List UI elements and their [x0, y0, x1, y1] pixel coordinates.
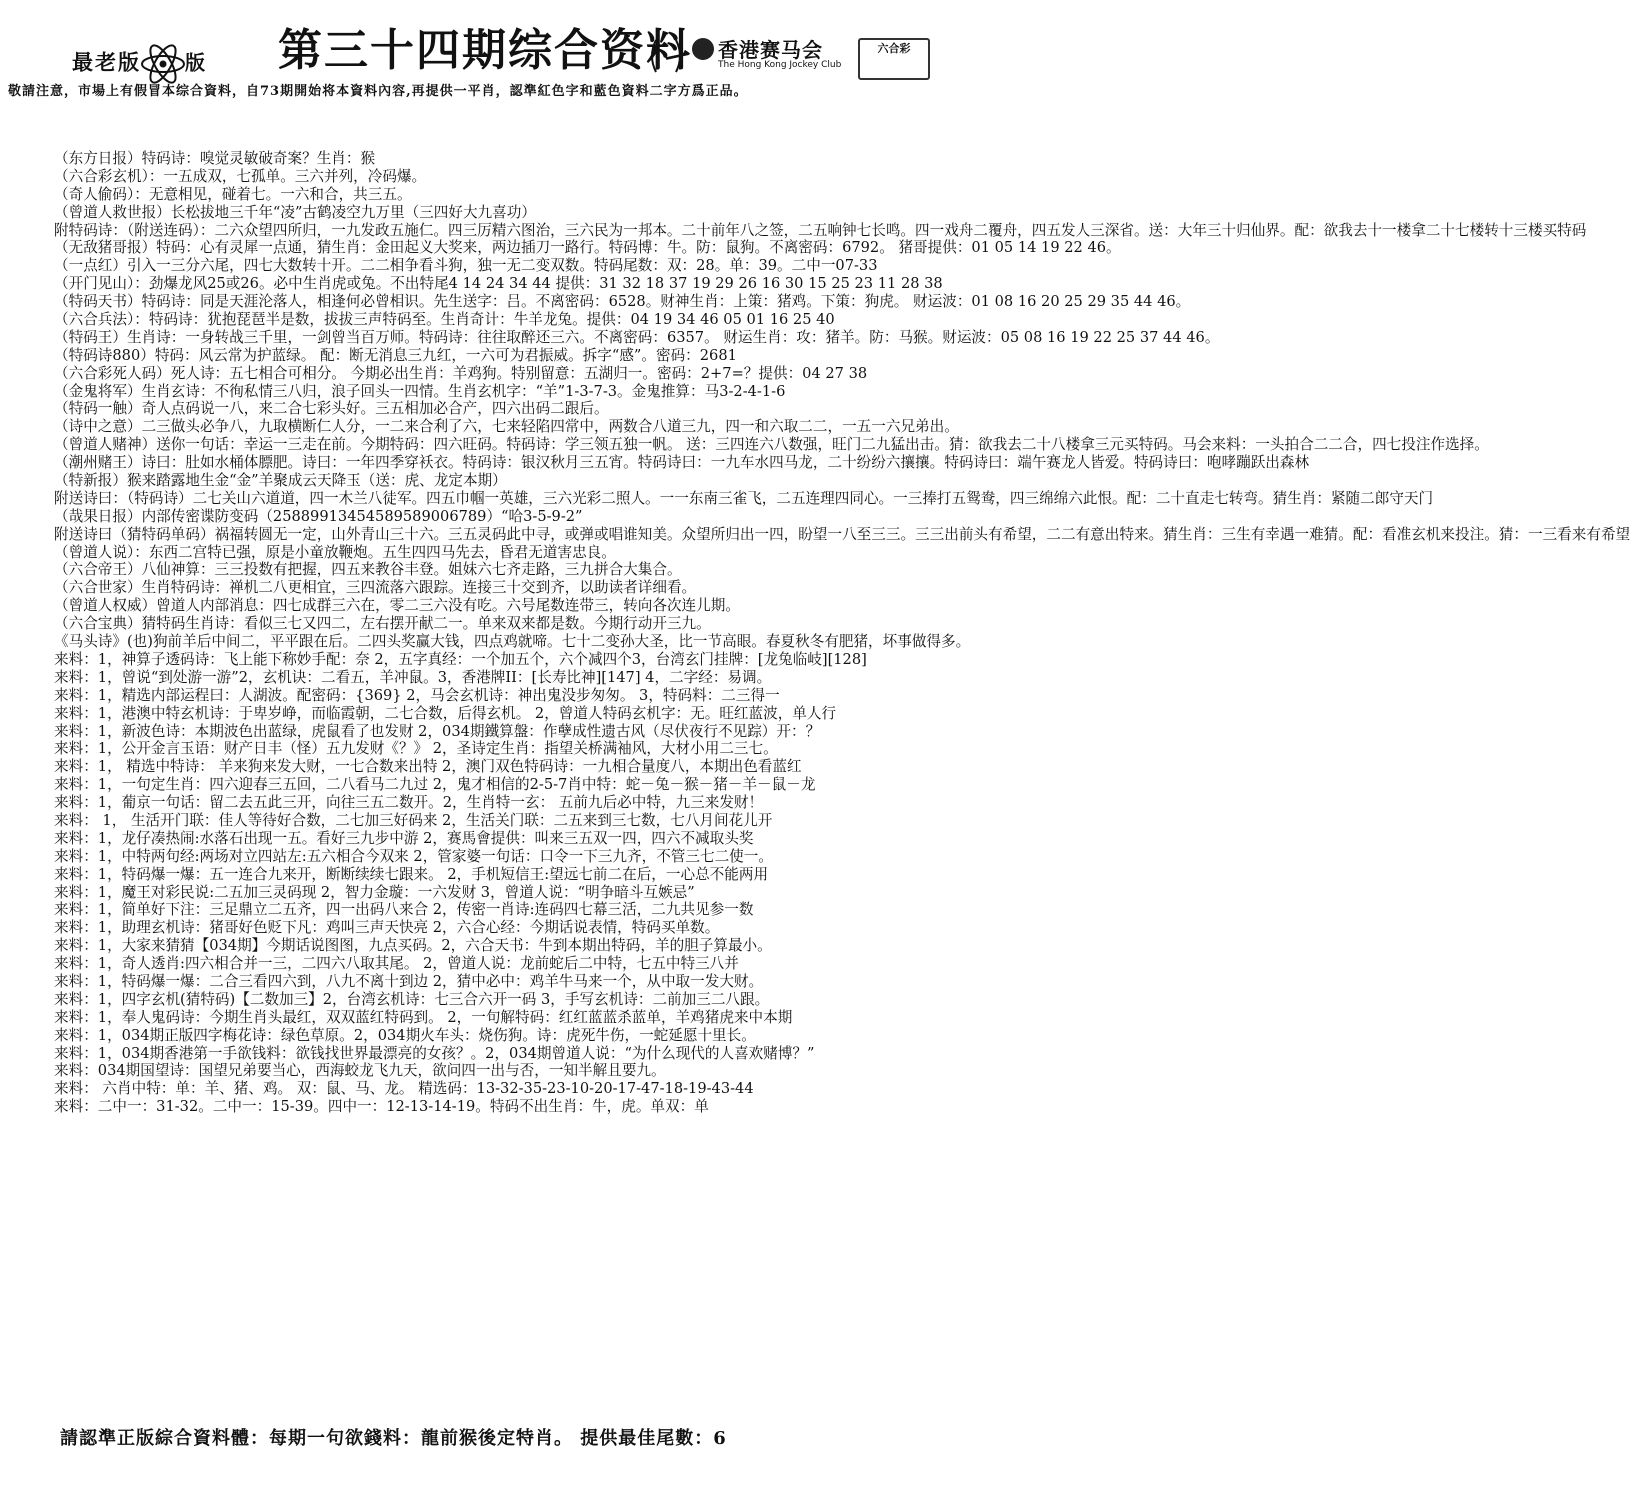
bracket-emblem-icon	[646, 36, 686, 76]
text-line: 来料：二中一：31-32。二中一：15-39。四中一：12-13-14-19。特码不出生肖：牛，虎。单双：单	[54, 1098, 709, 1116]
text-line: 来料：1，034期香港第一手欲钱料：欲钱找世界最漂亮的女孩？。2，034期曾道人说：“为什么现代的人喜欢赌博？”	[54, 1044, 815, 1062]
text-line: （六合彩玄机）：一五成双，七孤单。三六并列，冷码爆。	[54, 167, 427, 185]
page-footer: 請認準正版綜合資料體：每期一句欲錢料：龍前猴後定特肖。 提供最佳尾數：6	[60, 1428, 727, 1449]
text-line: 来料：1，特码爆一爆：五一连合九来开，断断续续七跟来。 2，手机短信王:望远七前二在后，一心总不能两用	[54, 865, 769, 883]
text-line: 来料：1，新波色诗：本期波色出蓝绿，虎鼠看了也发财 2，034期鐵算盤：作孽成性遗古风（尽伏夜行不见踪）开：？	[54, 722, 821, 740]
text-line: 来料： 1， 生活开门联：佳人等待好合数，二七加三好码来 2，生活关门联：二五来到三七数，七八月间花儿开	[54, 811, 773, 829]
text-line: 来料：1，精选内部运程曰：人湖波。配密码：{369} 2，马会玄机诗：神出鬼没步匆匆。 3，特码料：二三得一	[54, 686, 780, 704]
jockey-club-logo	[646, 34, 842, 78]
text-line: 来料：1，中特两句经:两场对立四站左:五六相合今双来 2，管家婆一句话：口令一下三九齐，不管三七二使一。	[54, 847, 773, 865]
text-line: （诗中之意）二三做头必争八，九取横断仁人分，一二来合利了六，七来轻陷四常中，两数合八道三九，四一和六取二二，一五一六兄弟出。	[54, 418, 959, 436]
tips-content	[54, 150, 1630, 1116]
text-line: 来料：1，一句定生肖：四六迎春三五回，二八看马二九过 2，鬼才相信的2-5-7肖中特：蛇－兔－猴－猪－羊－鼠－龙	[54, 776, 816, 794]
text-line: 来料：1，助理玄机诗：猪哥好色贬下凡：鸡叫三声天快亮 2，六合心经：今期话说表情，特码买单数。	[54, 919, 720, 937]
text-line: 附送诗曰：（特码诗）二七关山六道道，四一木兰八徒军。四五巾帼一英雄，三六光彩二照人。一一东南三雀飞，二五连理四同心。一三捧打五鸳鸯，四三绵绵六此恨。配：二十直走七转弯。猜生肖：紧随二郎守天门	[54, 489, 1434, 507]
text-line: 来料：1，034期正版四字梅花诗：绿色草原。2，034期火车头：烧伤狗。诗：虎死牛伤，一蛇延愿十里长。	[54, 1026, 756, 1044]
text-line: （特码一触）奇人点码说一八，来二合七彩头好。三五相加必合产，四六出码二跟后。	[54, 400, 609, 418]
logo-chinese-name: 香港赛马会	[718, 38, 823, 62]
logo-english-name: The Hong Kong Jockey Club	[718, 60, 842, 70]
text-line: 来料：1，曾说“到处游一游”2，玄机诀：二看五，羊冲鼠。3，香港牌II：[长寿比神][147] 4，二字经：易调。	[54, 668, 772, 686]
text-line: （潮州赌王）诗曰：肚如水桶体膘肥。诗曰：一年四季穿袄衣。特码诗：银汉秋月三五宵。特码诗曰：一九车水四马龙，二十纷纷六攘攘。特码诗曰：端午赛龙人皆爱。特码诗曰：咆哮蹦跃出森林	[54, 454, 1310, 472]
lottery-stamp: 六合彩	[858, 38, 930, 80]
text-line: 来料：1，奉人鬼码诗：今期生肖头最红，双双蓝红特码到。 2，一句解特码：红红蓝蓝杀蓝单，羊鸡猪虎来中本期	[54, 1008, 793, 1026]
text-line: 来料：1，四字玄机(猜特码)【二数加三】2，台湾玄机诗：七三合六开一码 3，手写玄机诗：二前加三二八跟。	[54, 990, 770, 1008]
text-line: 来料：1， 精选中特诗： 羊来狗来发大财，一七合数来出特 2，澳门双色特码诗：一九相合量度八，本期出色看蓝红	[54, 758, 802, 776]
edition-right-text: 版	[185, 50, 207, 75]
text-line: （东方日报）特码诗：嗅觉灵敏破奇案？生肖：猴	[54, 150, 376, 167]
text-line: 来料：1，公开金言玉语：财产日丰（怪）五九发财《？》 2，圣诗定生肖：指望关桥满袖风，大材小用二三七。	[54, 740, 778, 758]
text-line: （特码诗880）特码：风云常为护蓝绿。 配：断无消息三九红，一六可为君振威。拆字“感”。密码：2681	[54, 346, 737, 364]
text-line: 来料：1，特码爆一爆：二合三看四六到，八九不离十到边 2，猜中必中：鸡羊牛马来一个，从中取一发大财。	[54, 972, 764, 990]
text-line: （无敌猪哥报）特码：心有灵犀一点通，猜生肖：金田起义大奖来，两边插刀一路行。特码博：牛。防：鼠狗。不离密码：6792。 猪哥提供：01 05 14 19 22 46。	[54, 239, 1121, 257]
text-line: 来料：1，神算子透码诗：飞上能下称妙手配：奈 2，五字真经：一个加五个，六个减四个3，台湾玄门挂牌：[龙兔临岐][128]	[54, 650, 867, 668]
club-emblem-icon	[692, 38, 714, 60]
text-line: （特码王）生肖诗：一身转战三千里，一剑曾当百万师。特码诗：往往取醉还三六。不离密码：6357。 财运生肖：攻：猪羊。防：马猴。财运波：05 08 16 19 22 25 37 44 46。	[54, 328, 1220, 346]
text-line: 来料：1，奇人透肖:四六相合并一三，二四六八取其尾。 2，曾道人说：龙前蛇后二中特，七五中特三八并	[54, 955, 739, 973]
text-line: 来料：1，魔王对彩民说:二五加三灵码现 2，智力金璇：一六发财 3，曾道人说：“明争暗斗互嫉忌”	[54, 883, 695, 901]
text-line: （曾道人权威）曾道人内部消息：四七成群三六在，零二三六没有吃。六号尾数连带三，转向各次连儿期。	[54, 597, 740, 615]
text-line: 来料：1，龙仔凑热闹:水落石出现一五。看好三九步中游 2，赛馬會提供：叫来三五双一四，四六不减取头奖	[54, 829, 754, 847]
text-line: 附特码诗：（附送连码）：二六众望四所归，一九发政五施仁。四三厉精六图治，三六民为一邦本。二十前年八之签，二五响钟七长鸣。四一戏舟二覆舟，四五发人三深省。送：大年三十归仙界。配：欲我去十一楼拿二十七楼转十三楼买特码	[54, 221, 1587, 239]
text-line: 《马头诗》(也)狗前羊后中间二，平平跟在后。二四头奖赢大钱，四点鸡就啼。七十二变孙大圣，比一节高眼。春夏秋冬有肥猪，坏事做得多。	[54, 633, 971, 651]
text-line: 来料：1，大家来猜猜【034期】今期话说图图，九点买码。2，六合天书：牛到本期出特码，羊的胆子算最小。	[54, 937, 772, 955]
text-line: （特码天书）特码诗：同是天涯沦落人，相逢何必曾相识。先生送字：吕。不离密码：6528。财神生肖：上策：猪鸡。下策：狗虎。 财运波：01 08 16 20 25 29 35 44 46。	[54, 293, 1191, 311]
page-header	[0, 0, 982, 100]
text-line: 来料：1，简单好下注：三足鼎立二五齐，四一出码八来合 2，传密一肖诗:连码四七幕三活，二九共见参一数	[54, 901, 754, 919]
text-line: （曾道人赌神）送你一句话：幸运一三走在前。今期特码：四六旺码。特码诗：学三领五独一帆。 送：三四连六八数强，旺门二九猛出击。猜：欲我去二十八楼拿三元买特码。马会来料：一头拍合二二合，四七投注作选择。	[54, 436, 1489, 454]
text-line: （开门见山）：劲爆龙风25或26。必中生肖虎或兔。不出特尾4 14 24 34 44 提供：31 32 18 37 19 29 26 16 30 15 25 23 11 28 38	[54, 275, 943, 293]
text-line: （特新报）猴来踏露地生金“金”羊聚成云天降玉（送：虎、龙定本期）	[54, 472, 507, 490]
edition-left-text: 最老版	[72, 49, 141, 75]
text-line: 附送诗曰（猜特码单码）祸福转圆无一定，山外青山三十六。三五灵码此中寻，或弹或唱谁知美。众望所归出一四，盼望一八至三三。三三出前头有希望，二二有意出特来。猜生肖：三生有幸遇一难猜。配：看准玄机来投注。猜：一三看来有希望	[54, 525, 1630, 543]
text-line: 来料：1，葡京一句话：留二去五此三开，向往三五二数开。2，生肖特一玄： 五前九后必中特，九三来发财！	[54, 794, 764, 812]
text-line: （曾道人说）：东西二宫特已强，原是小童放鞭炮。五生四四马先去，昏君无道害忠良。	[54, 543, 616, 561]
text-line: 来料：034期国望诗：国望兄弟要当心，西海蛟龙飞九天，欲问四一出与否，一知半解且要九。	[54, 1062, 666, 1080]
authenticity-notice: 敬請注意，市場上有假冒本综合資料，自73期開始将本資料內容,再提供一平肖，認準紅色字和藍色資料二字方爲正品。	[8, 84, 748, 99]
page-title: 第三十四期综合资料	[278, 25, 692, 76]
text-line: （金鬼将军）生肖玄诗：不徇私情三八归，浪子回头一四情。生肖玄机字：“羊”1-3-7-3。金鬼推算：马3-2-4-1-6	[54, 382, 786, 400]
text-line: （六合宝典）猜特码生肖诗：看似三七又四二，左右摆开献二一。单来双来都是数。今期行动开三九。	[54, 615, 711, 633]
text-line: （一点红）引入一三分六尾，四七大数转十开。二二相争看斗狗，独一无二变双数。特码尾数：双：28。单：39。二中一07-33	[54, 257, 878, 275]
text-line: 来料： 六肖中特：单：羊、猪、鸡。 双：鼠、马、龙。 精选码：13-32-35-23-10-20-17-47-18-19-43-44	[54, 1080, 754, 1098]
text-line: （哉果日报）内部传密谍防变码（25889913454589589006789）“哈3-5-9-2”	[54, 507, 583, 525]
text-line: （六合兵法）：特码诗：犹抱琵琶半是数，拔拔三声特码至。生肖奇计：牛羊龙兔。提供：04 19 34 46 05 01 16 25 40	[54, 311, 835, 329]
text-line: 来料：1，港澳中特玄机诗：于卑岁峥，而临霞朝，二七合数，后得玄机。 2，曾道人特码玄机字：无。旺红蓝波，单人行	[54, 704, 837, 722]
text-line: （六合帝王）八仙神算：三三投数有把握，四五来教谷丰登。姐妹六七齐走路，三九拼合大集合。	[54, 561, 682, 579]
text-line: （曾道人救世报）长松拔地三千年“凌”古鹤凌空九万里（三四好大九喜功）	[54, 203, 536, 221]
text-line: （六合彩死人码）死人诗：五七相合可相分。 今期必出生肖：羊鸡狗。特别留意：五湖归一。密码：2+7=？提供：04 27 38	[54, 364, 868, 382]
text-line: （六合世家）生肖特码诗：禅机二八更相宜，三四流落六跟踪。连接三十交到齐，以助读者详细看。	[54, 579, 697, 597]
text-line: （奇人偷码）：无意相见，碰着七。一六和合，共三五。	[54, 185, 412, 203]
